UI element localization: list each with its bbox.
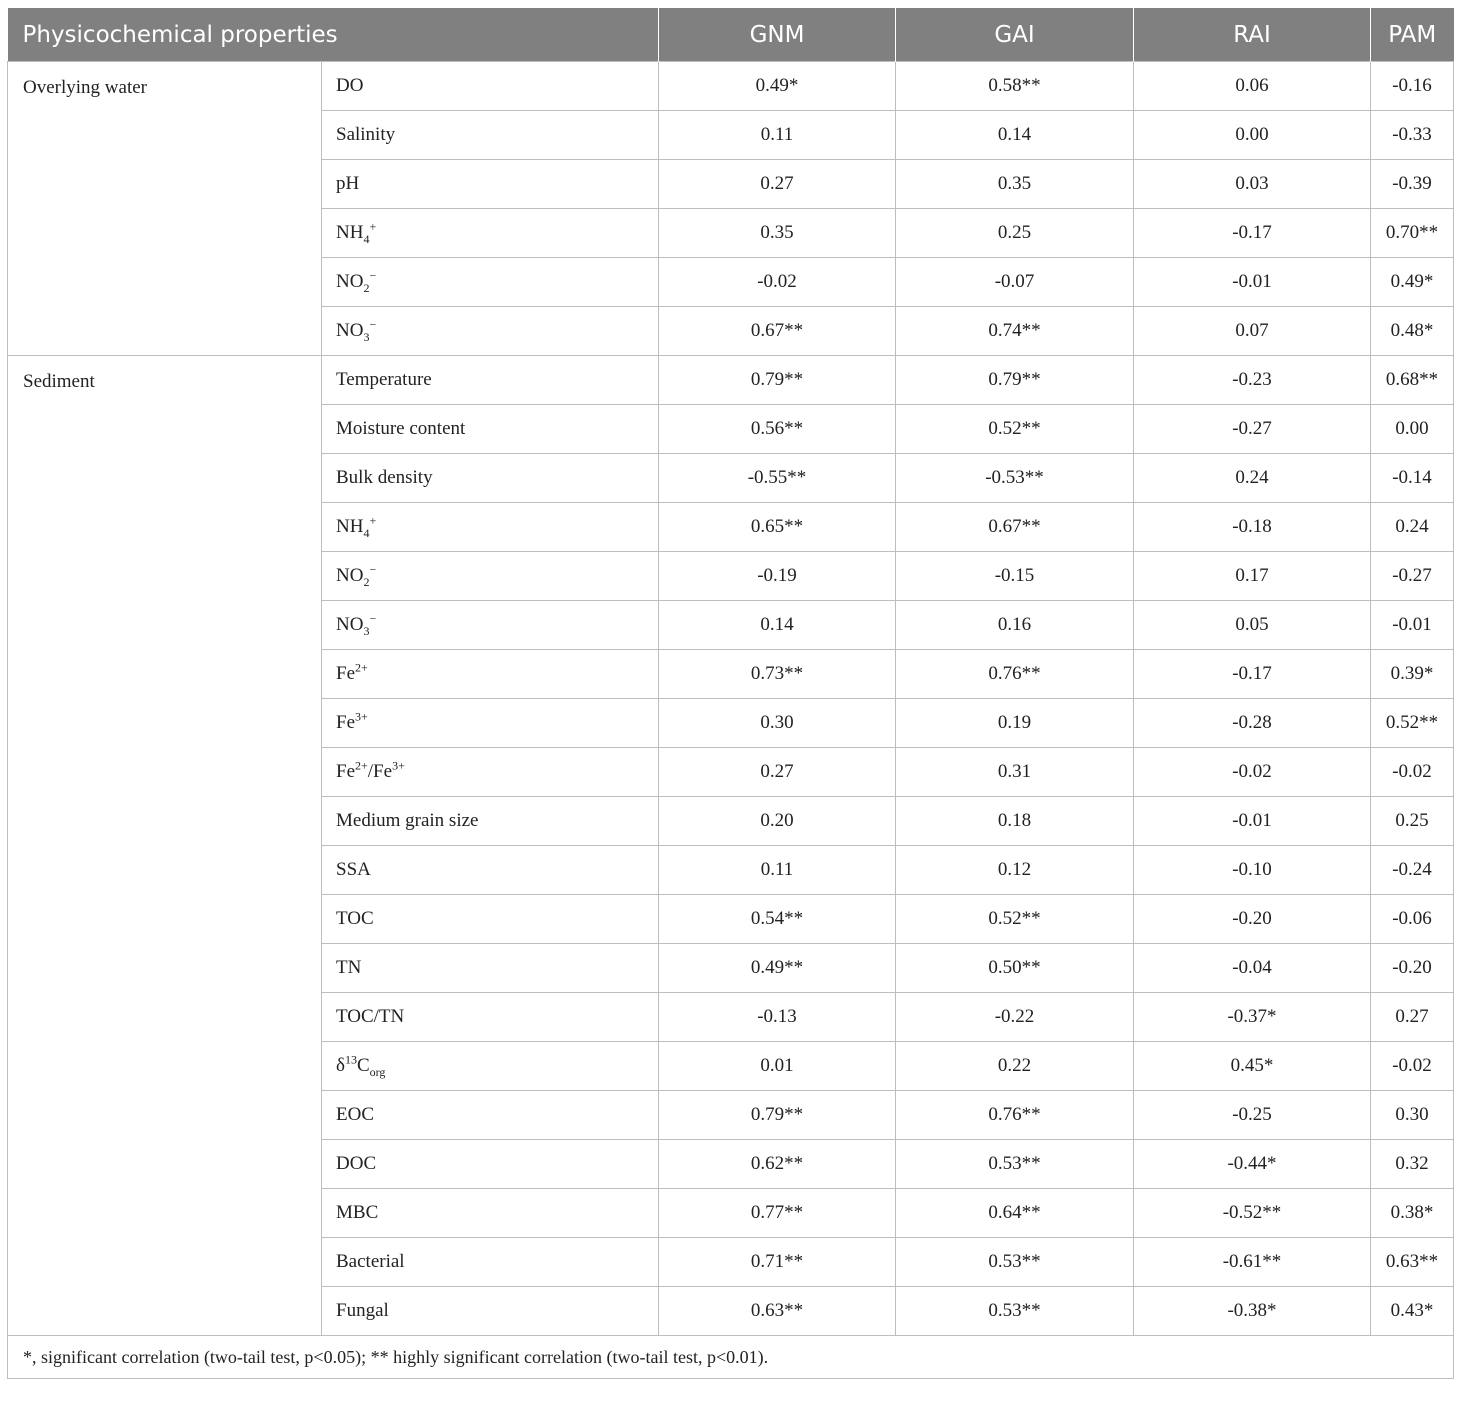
value-rai: -0.44* [1134, 1140, 1371, 1189]
superscript: + [369, 513, 377, 528]
property-text: TOC [336, 908, 374, 929]
header-pam: PAM [1371, 8, 1454, 62]
value-gai: 0.53** [896, 1140, 1134, 1189]
value-gai: 0.12 [896, 846, 1134, 895]
value-gnm: 0.63** [659, 1287, 896, 1336]
property-text: TN [336, 957, 362, 978]
value-pam: 0.68** [1371, 356, 1454, 405]
property-text: NO [336, 565, 364, 586]
value-gnm: 0.62** [659, 1140, 896, 1189]
value-gai: 0.18 [896, 797, 1134, 846]
header-gnm: GNM [659, 8, 896, 62]
value-gai: 0.53** [896, 1238, 1134, 1287]
value-gnm: 0.11 [659, 111, 896, 160]
footnote-row [8, 1336, 1454, 1379]
value-gnm: 0.14 [659, 601, 896, 650]
value-gnm: 0.71** [659, 1238, 896, 1287]
property-label [322, 846, 659, 895]
property-label [322, 552, 659, 601]
property-label [322, 1189, 659, 1238]
value-gnm: -0.13 [659, 993, 896, 1042]
subscript: 3 [363, 623, 370, 638]
value-gnm: 0.56** [659, 405, 896, 454]
property-label [322, 258, 659, 307]
value-pam: 0.27 [1371, 993, 1454, 1042]
value-pam: -0.02 [1371, 748, 1454, 797]
value-gnm: 0.27 [659, 748, 896, 797]
property-label [322, 650, 659, 699]
property-label [322, 454, 659, 503]
value-rai: -0.52** [1134, 1189, 1371, 1238]
header-gai: GAI [896, 8, 1134, 62]
property-label [322, 209, 659, 258]
footnote: *, significant correlation (two-tail test, p<0.05); ** highly significant correlation (two-tail test, p<0.01). [8, 1336, 1454, 1379]
value-rai: -0.17 [1134, 209, 1371, 258]
value-rai: 0.45* [1134, 1042, 1371, 1091]
superscript: 13 [344, 1052, 357, 1067]
value-gnm: 0.30 [659, 699, 896, 748]
value-pam: 0.43* [1371, 1287, 1454, 1336]
value-pam: 0.52** [1371, 699, 1454, 748]
value-gai: 0.74** [896, 307, 1134, 356]
value-rai: -0.38* [1134, 1287, 1371, 1336]
value-pam: 0.30 [1371, 1091, 1454, 1140]
value-pam: 0.24 [1371, 503, 1454, 552]
property-text: NO [336, 320, 364, 341]
value-gai: -0.15 [896, 552, 1134, 601]
property-label [322, 1140, 659, 1189]
value-pam: 0.25 [1371, 797, 1454, 846]
property-label [322, 1091, 659, 1140]
value-gai: 0.14 [896, 111, 1134, 160]
value-gai: 0.76** [896, 1091, 1134, 1140]
superscript: − [369, 268, 377, 283]
property-label [322, 1287, 659, 1336]
value-pam: -0.20 [1371, 944, 1454, 993]
value-rai: 0.06 [1134, 62, 1371, 111]
value-rai: 0.05 [1134, 601, 1371, 650]
property-text: Moisture content [336, 418, 466, 439]
property-text: Fe [336, 712, 355, 733]
value-rai: 0.17 [1134, 552, 1371, 601]
property-label [322, 356, 659, 405]
property-text: NO [336, 271, 364, 292]
property-label [322, 699, 659, 748]
table-row [8, 356, 1454, 405]
value-gai: 0.53** [896, 1287, 1134, 1336]
header-physicochemical-properties: Physicochemical properties [8, 8, 659, 62]
property-text: MBC [336, 1202, 379, 1223]
property-text: TOC/TN [336, 1006, 405, 1027]
value-pam: -0.01 [1371, 601, 1454, 650]
value-pam: -0.27 [1371, 552, 1454, 601]
property-text: Bulk density [336, 467, 433, 488]
group-label: Overlying water [8, 62, 322, 356]
value-gai: -0.07 [896, 258, 1134, 307]
value-pam: -0.16 [1371, 62, 1454, 111]
value-pam: 0.39* [1371, 650, 1454, 699]
value-gai: 0.67** [896, 503, 1134, 552]
correlation-table [7, 8, 1454, 1379]
value-gnm: 0.67** [659, 307, 896, 356]
property-text: EOC [336, 1104, 374, 1125]
value-pam: 0.00 [1371, 405, 1454, 454]
property-text: pH [336, 173, 360, 194]
value-gnm: 0.11 [659, 846, 896, 895]
value-rai: -0.10 [1134, 846, 1371, 895]
value-rai: -0.37* [1134, 993, 1371, 1042]
subscript: org [369, 1064, 386, 1079]
property-label [322, 160, 659, 209]
value-rai: -0.18 [1134, 503, 1371, 552]
subscript: 3 [363, 329, 370, 344]
property-text: Fungal [336, 1300, 389, 1321]
value-rai: 0.03 [1134, 160, 1371, 209]
property-text: Temperature [336, 369, 432, 390]
value-gai: 0.50** [896, 944, 1134, 993]
value-rai: -0.02 [1134, 748, 1371, 797]
value-rai: 0.00 [1134, 111, 1371, 160]
value-rai: -0.23 [1134, 356, 1371, 405]
value-rai: -0.20 [1134, 895, 1371, 944]
value-gnm: 0.27 [659, 160, 896, 209]
property-label [322, 111, 659, 160]
value-pam: -0.33 [1371, 111, 1454, 160]
property-text: NH [336, 222, 364, 243]
value-gnm: 0.65** [659, 503, 896, 552]
value-gai: 0.35 [896, 160, 1134, 209]
value-gnm: -0.55** [659, 454, 896, 503]
value-gai: 0.79** [896, 356, 1134, 405]
value-gai: 0.19 [896, 699, 1134, 748]
header-rai: RAI [1134, 8, 1371, 62]
value-gnm: 0.01 [659, 1042, 896, 1091]
superscript: 3+ [355, 709, 368, 724]
property-text: NH [336, 516, 364, 537]
value-gai: 0.58** [896, 62, 1134, 111]
property-text: Fe [336, 761, 355, 782]
property-label [322, 993, 659, 1042]
superscript: 2+ [355, 660, 368, 675]
value-rai: -0.61** [1134, 1238, 1371, 1287]
value-pam: 0.38* [1371, 1189, 1454, 1238]
correlation-table-container [7, 8, 1453, 1379]
value-gai: 0.64** [896, 1189, 1134, 1238]
value-pam: 0.70** [1371, 209, 1454, 258]
value-pam: 0.63** [1371, 1238, 1454, 1287]
superscript: 3+ [392, 758, 405, 773]
value-pam: -0.02 [1371, 1042, 1454, 1091]
property-label [322, 1042, 659, 1091]
value-rai: -0.04 [1134, 944, 1371, 993]
value-gai: 0.52** [896, 405, 1134, 454]
property-text: DO [336, 75, 364, 96]
value-gnm: 0.79** [659, 356, 896, 405]
value-gnm: 0.79** [659, 1091, 896, 1140]
value-gai: 0.22 [896, 1042, 1134, 1091]
table-header-row [8, 8, 1454, 62]
property-text: Medium grain size [336, 810, 479, 831]
value-pam: 0.32 [1371, 1140, 1454, 1189]
value-rai: -0.17 [1134, 650, 1371, 699]
property-label [322, 797, 659, 846]
property-text: SSA [336, 859, 371, 880]
value-gai: 0.52** [896, 895, 1134, 944]
property-text: /Fe [367, 761, 393, 782]
property-label [322, 944, 659, 993]
group-label: Sediment [8, 356, 322, 1336]
table-row [8, 62, 1454, 111]
value-pam: 0.48* [1371, 307, 1454, 356]
value-gnm: 0.77** [659, 1189, 896, 1238]
superscript: − [369, 317, 377, 332]
property-text: Fe [336, 663, 355, 684]
superscript: − [369, 562, 377, 577]
superscript: 2+ [355, 758, 368, 773]
property-label [322, 405, 659, 454]
subscript: 2 [363, 574, 370, 589]
property-label [322, 307, 659, 356]
property-label [322, 1238, 659, 1287]
property-label [322, 895, 659, 944]
value-rai: 0.24 [1134, 454, 1371, 503]
property-label [322, 601, 659, 650]
subscript: 4 [363, 231, 370, 246]
value-gnm: 0.49* [659, 62, 896, 111]
property-label [322, 748, 659, 797]
value-pam: 0.49* [1371, 258, 1454, 307]
superscript: + [369, 219, 377, 234]
subscript: 4 [363, 525, 370, 540]
value-gai: 0.76** [896, 650, 1134, 699]
value-gnm: 0.20 [659, 797, 896, 846]
property-text: Salinity [336, 124, 396, 145]
value-rai: -0.01 [1134, 258, 1371, 307]
subscript: 2 [363, 280, 370, 295]
property-label [322, 503, 659, 552]
value-gai: 0.31 [896, 748, 1134, 797]
value-pam: -0.14 [1371, 454, 1454, 503]
value-rai: 0.07 [1134, 307, 1371, 356]
superscript: − [369, 611, 377, 626]
property-text: δ [336, 1055, 345, 1076]
value-gai: -0.53** [896, 454, 1134, 503]
value-rai: -0.27 [1134, 405, 1371, 454]
value-gnm: 0.49** [659, 944, 896, 993]
value-gnm: 0.35 [659, 209, 896, 258]
value-gai: -0.22 [896, 993, 1134, 1042]
value-pam: -0.24 [1371, 846, 1454, 895]
property-text: Bacterial [336, 1251, 405, 1272]
value-pam: -0.06 [1371, 895, 1454, 944]
value-rai: -0.28 [1134, 699, 1371, 748]
property-label [322, 62, 659, 111]
value-rai: -0.01 [1134, 797, 1371, 846]
table-body [8, 62, 1454, 1336]
value-gai: 0.25 [896, 209, 1134, 258]
property-text: NO [336, 614, 364, 635]
value-gnm: -0.19 [659, 552, 896, 601]
value-gai: 0.16 [896, 601, 1134, 650]
value-pam: -0.39 [1371, 160, 1454, 209]
property-text: C [356, 1055, 370, 1076]
value-rai: -0.25 [1134, 1091, 1371, 1140]
property-text: DOC [336, 1153, 377, 1174]
value-gnm: 0.54** [659, 895, 896, 944]
value-gnm: 0.73** [659, 650, 896, 699]
value-gnm: -0.02 [659, 258, 896, 307]
